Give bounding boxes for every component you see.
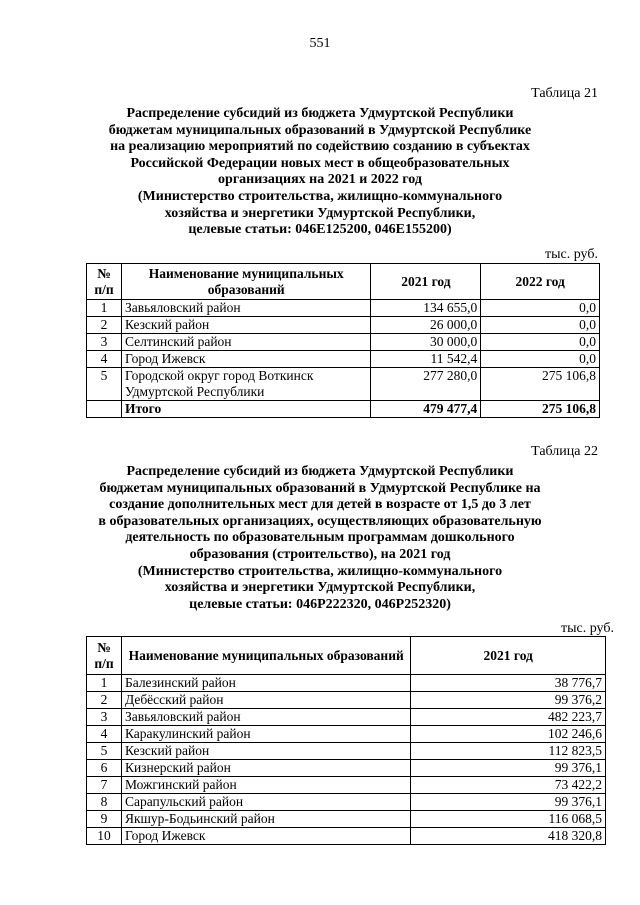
table-row — [87, 368, 600, 401]
cell-2021: 277 280,0 — [371, 368, 481, 401]
cell-num: 5 — [87, 368, 122, 401]
cell-2022: 0,0 — [481, 300, 600, 317]
cell-num: 1 — [87, 675, 122, 692]
cell-2022: 0,0 — [481, 317, 600, 334]
heading-line: хозяйства и энергетики Удмуртской Республики, — [164, 580, 476, 596]
cell-name: Городской округ город Воткинск Удмуртской Республики — [121, 368, 371, 401]
column-header-2021: 2021 год — [371, 264, 481, 300]
cell-num: 9 — [87, 811, 122, 828]
cell-num: 2 — [87, 692, 122, 709]
cell-num: 4 — [87, 351, 122, 368]
table-row — [87, 317, 600, 334]
cell-name: Балезинский район — [121, 675, 410, 692]
cell-name: Кизнерский район — [121, 760, 410, 777]
cell-num: 8 — [87, 794, 122, 811]
heading-line: образования (строительство), на 2021 год — [189, 546, 451, 562]
page-number: 551 — [309, 36, 331, 51]
table-row — [87, 760, 606, 777]
heading-line: целевые статьи: 046Р222320, 046Р252320) — [189, 596, 451, 612]
table-header-row — [87, 264, 600, 300]
cell-2021: 99 376,2 — [411, 692, 606, 709]
cell-2021: 102 246,6 — [411, 726, 606, 743]
cell-name: Город Ижевск — [121, 351, 371, 368]
table-row — [87, 794, 606, 811]
cell-num: 3 — [87, 709, 122, 726]
cell-2021: 38 776,7 — [411, 675, 606, 692]
heading-line: бюджетам муниципальных образований в Удмуртской Республике — [108, 122, 532, 138]
column-header-num: № п/п — [87, 264, 122, 300]
cell-name: Завьяловский район — [121, 300, 371, 317]
heading-line: Распределение субсидий из бюджета Удмуртской Республики — [126, 106, 514, 121]
column-header-num: № п/п — [87, 637, 122, 675]
cell-name: Каракулинский район — [121, 726, 410, 743]
cell-2021: 482 223,7 — [411, 709, 606, 726]
heading-line: бюджетам муниципальных образований в Удмуртской Республике на — [99, 480, 541, 496]
cell-name: Можгинский район — [121, 777, 410, 794]
cell-name: Завьяловский район — [121, 709, 410, 726]
heading-line: Распределение субсидий из бюджета Удмуртской Республики — [126, 464, 514, 479]
cell-2021: 73 422,2 — [411, 777, 606, 794]
cell-name: Итого — [121, 401, 371, 418]
table-row — [87, 743, 606, 760]
column-header-2022: 2022 год — [481, 264, 600, 300]
table-row — [87, 811, 606, 828]
heading-line: на реализацию мероприятий по содействию созданию в субъектах — [110, 139, 530, 155]
cell-2021: 99 376,1 — [411, 794, 606, 811]
cell-num: 5 — [87, 743, 122, 760]
cell-2022: 0,0 — [481, 351, 600, 368]
heading-line: (Министерство строительства, жилищно-коммунального — [137, 563, 503, 579]
table-row — [87, 828, 606, 845]
table-22-unit: тыс. руб. — [561, 621, 614, 636]
column-header-2021: 2021 год — [411, 637, 606, 675]
table-row — [87, 726, 606, 743]
table-21-heading — [85, 106, 555, 239]
table-row — [87, 334, 600, 351]
cell-name: Сарапульский район — [121, 794, 410, 811]
heading-line: Российской Федерации новых мест в общеобразовательных — [130, 155, 510, 171]
cell-2021: 11 542,4 — [371, 351, 481, 368]
cell-2021: 99 376,1 — [411, 760, 606, 777]
table-row — [87, 692, 606, 709]
table-row — [87, 675, 606, 692]
table-21-label: Таблица 21 — [531, 86, 598, 101]
table-21 — [86, 263, 600, 418]
column-header-name: Наименование муниципальных образований — [121, 264, 371, 300]
cell-2021: 134 655,0 — [371, 300, 481, 317]
cell-num: 2 — [87, 317, 122, 334]
heading-line: деятельность по образовательным программам дошкольного — [125, 530, 515, 546]
heading-line: (Министерство строительства, жилищно-коммунального — [137, 188, 503, 204]
cell-2022: 275 106,8 — [481, 368, 600, 401]
cell-name: Селтинский район — [121, 334, 371, 351]
heading-line: целевые статьи: 046Е125200, 046Е155200) — [188, 222, 452, 238]
column-header-name: Наименование муниципальных образований — [121, 637, 410, 675]
table-row — [87, 300, 600, 317]
cell-num: 1 — [87, 300, 122, 317]
table-row — [87, 351, 600, 368]
cell-name: Город Ижевск — [121, 828, 410, 845]
cell-num — [87, 401, 122, 418]
heading-line: хозяйства и энергетики Удмуртской Республики, — [164, 205, 476, 221]
cell-num: 4 — [87, 726, 122, 743]
heading-line: организациях на 2021 и 2022 год — [218, 172, 422, 188]
table-22-heading — [85, 464, 555, 613]
table-row — [87, 709, 606, 726]
cell-2021: 30 000,0 — [371, 334, 481, 351]
table-total-row — [87, 401, 600, 418]
table-22 — [86, 636, 606, 845]
cell-num: 3 — [87, 334, 122, 351]
cell-2022: 0,0 — [481, 334, 600, 351]
cell-2022: 275 106,8 — [481, 401, 600, 418]
cell-2021: 116 068,5 — [411, 811, 606, 828]
cell-name: Якшур-Бодьинский район — [121, 811, 410, 828]
table-22-label: Таблица 22 — [531, 444, 598, 459]
table-21-unit: тыс. руб. — [545, 247, 598, 262]
table-row — [87, 777, 606, 794]
cell-2021: 26 000,0 — [371, 317, 481, 334]
cell-num: 7 — [87, 777, 122, 794]
cell-num: 10 — [87, 828, 122, 845]
cell-name: Дебёсский район — [121, 692, 410, 709]
cell-name: Кезский район — [121, 317, 371, 334]
table-header-row — [87, 637, 606, 675]
cell-num: 6 — [87, 760, 122, 777]
cell-2021: 112 823,5 — [411, 743, 606, 760]
cell-2021: 418 320,8 — [411, 828, 606, 845]
heading-line: создание дополнительных мест для детей в возрасте от 1,5 до 3 лет — [109, 497, 531, 513]
heading-line: в образовательных организациях, осуществляющих образовательную — [98, 513, 542, 529]
cell-2021: 479 477,4 — [371, 401, 481, 418]
cell-name: Кезский район — [121, 743, 410, 760]
